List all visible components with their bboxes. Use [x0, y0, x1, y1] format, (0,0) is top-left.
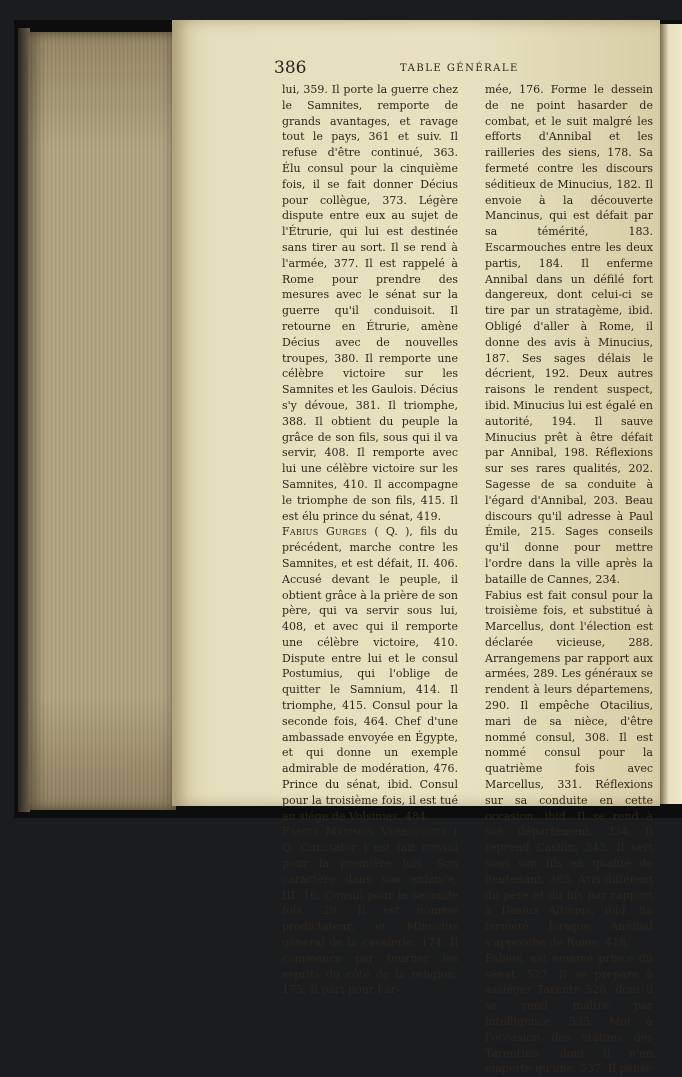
left-column [270, 82, 458, 998]
right-column [473, 82, 653, 1077]
entry-fabius-maximus [270, 824, 458, 998]
page-header [274, 58, 634, 80]
entry-name: Fabius Gurges [282, 525, 368, 539]
page-number: 386 [274, 58, 307, 78]
right-paragraph-3: Fabius, est nommé prince du sénat, 527. Il se prépare à assiéger Tarente 528, dont il se rend maître par intelligence, 535. Mot à l'occasion des statues des Tarentins, dont il n'en emporte qu'une, 537. Il pense [485, 951, 653, 1076]
entry-text: ( Q. ), fils du précédent, marche contre les Samnites, et est défait, II. 406. Accusé devant le peuple, il obtient grâce à la prière de son père, qui va servir sous lui, 408, et avec qui il remporte une célèbre victoire, 410. Dispute entre lui et le consul Postumius, qui l'oblige de quitter le Samnium, 414. Il triomphe, 415. Consul pour la seconde fois, 464. Chef d'une ambassade envoyée en Égypte, et qui donne un exemple admirable de modération, 476. Prince du sénat, ibid. Consul pour la troisième fois, il est tué au siége de Volsinies, 484. [282, 525, 458, 823]
entry-fabius-gurges [270, 524, 458, 824]
page-block-edge [28, 32, 176, 810]
running-title: TABLE GÉNÉRALE [400, 63, 519, 74]
right-paragraph-2: Fabius est fait consul pour la troisième fois, et substitué à Marcellus, dont l'élection est déclarée vicieuse, 288. Arrangemens par rapport aux armées, 289. Les généraux se rendent à leurs départemens, 290. Il empêche Otacilius, mari de sa nièce, d'être nommé consul, 308. Il est nommé consul pour la quatrième fois avec Marcellus, 331. Réflexions sur sa conduite en cette occasion, ibid. Il se rend à son département, 334. Il reprend Casilin, 343. Il sert sous son fils en qualité de lieutenant, 385. Avis différent du père et du fils par rapport à Dasius Altinius, ibid. Sa fermeté lorsque Annibal s'approche de Rome, 418. [485, 588, 653, 950]
right-paragraph-1: mée, 176. Forme le dessein de ne point hasarder de combat, et le suit malgré les efforts d'Annibal et les railleries des siens, 178. Sa fermeté contre les discours séditieux de Minucius, 182. Il envoie à la découverte Mancinus, qui est défait par sa témérité, 183. Escarmouches entre les deux partis, 184. Il enferme Annibal dans un défilé fort dangereux, dont celui-ci se tire par un stratagème, ibid. Obligé d'aller à Rome, il donne des avis à Minucius, 187. Ses sages délais le décrient, 192. Deux autres raisons le rendent suspect, ibid. Minucius lui est égalé en autorité, 194. Il sauve Minucius prêt à être défait par Annibal, 198. Réflexions sur ses rares qualités, 202. Sagesse de sa conduite à l'égard d'Annibal, 203. Beau discours qu'il adresse à Paul Émile, 215. Sages conseils qu'il donne pour mettre l'ordre dans la ville après la bataille de Cannes, 234. [485, 83, 653, 586]
entry-text: ( Q. Cunctator ) est fait consul pour la première fois. Son caractère dans son enfance, III. 16. Consul pour la seconde fois, 29. Il est nommé prodictateur, et Minucius général de la cavalerie, 174. Il commence par tourner les esprits du côté de la religion, 175. Il part pour l'ar- [282, 825, 458, 997]
facing-page-edge [660, 24, 682, 804]
entry-name: Fabius Maximus Verrucosus [282, 825, 447, 839]
left-paragraph-1: lui, 359. Il porte la guerre chez le Samnites, remporte de grands avantages, et ravage tout le pays, 361 et suiv. Il refuse d'être continué, 363. Élu consul pour la cinquième fois, il se fait donner Décius pour collègue, 373. Légère dispute entre eux au sujet de l'Étrurie, qui lui est destinée sans tirer au sort. Il se rend à l'armée, 377. Il est rappelé à Rome pour prendre des mesures avec le sénat sur la guerre qu'il conduisoit. Il retourne en Étrurie, amène Décius avec de nouvelles troupes, 380. Il remporte une célèbre victoire sur les Samnites et les Gaulois. Décius s'y dévoue, 381. Il triomphe, 388. Il obtient du peuple la grâce de son fils, sous qui il va servir, 408. Il remporte avec lui une célèbre victoire sur les Samnites, 410. Il accompagne le triomphe de son fils, 415. Il est élu prince du sénat, 419. [282, 83, 458, 523]
